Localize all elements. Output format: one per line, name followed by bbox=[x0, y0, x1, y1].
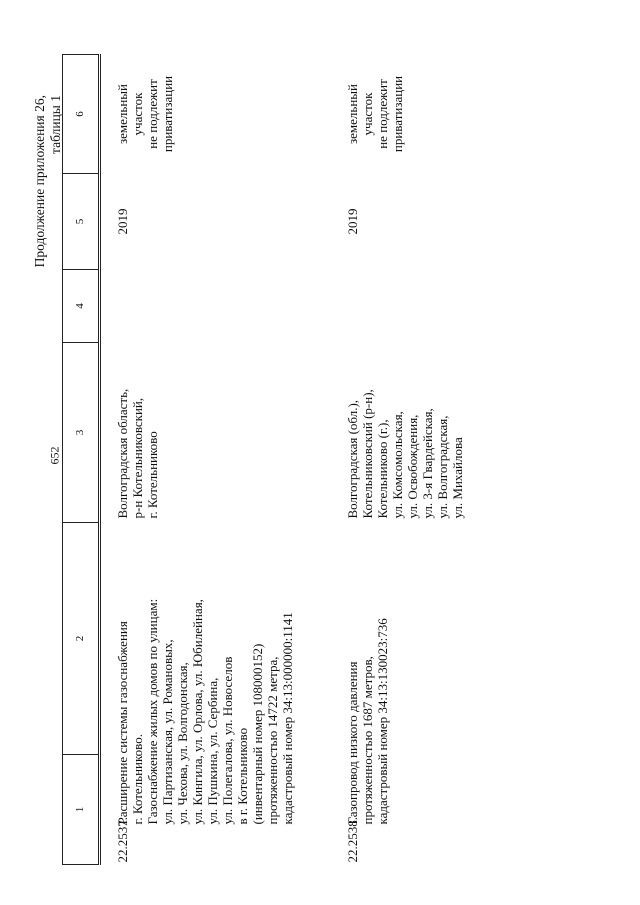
column-4-cell bbox=[295, 270, 465, 343]
column-header-5: 5 bbox=[63, 174, 100, 270]
description-line: ул. Партизанская, ул. Романовых, bbox=[160, 639, 175, 825]
column-header-6: 6 bbox=[63, 55, 100, 174]
description-line: протяженностью 14722 метра, bbox=[265, 656, 280, 825]
description-cell bbox=[295, 523, 465, 865]
location-line: Волгоградская (обл.), bbox=[345, 399, 360, 519]
column-header-4: 4 bbox=[63, 270, 100, 343]
note-line: земельный bbox=[115, 84, 130, 144]
page-number: 652 bbox=[47, 446, 62, 465]
column-header-1: 1 bbox=[63, 755, 100, 865]
description-line: кадастровый номер 34:13:000000:1141 bbox=[280, 612, 295, 825]
note-line: не подлежит bbox=[375, 79, 390, 149]
column-header-3: 3 bbox=[63, 343, 100, 523]
description-line: (инвентарный номер 108000152) bbox=[250, 643, 265, 825]
note-cell bbox=[100, 55, 296, 174]
row-number: 22.2538. bbox=[345, 817, 360, 863]
note-line: земельный bbox=[345, 84, 360, 144]
description-line: ул. Полегалова, ул. Новоселов bbox=[220, 656, 235, 825]
description-line: кадастровый номер 34:13:130023:736 bbox=[375, 618, 390, 825]
location-line: ул. Волгоградская, bbox=[435, 415, 450, 519]
description-line: ул. Кингила, ул. Орлова, ул. Юбилейная, bbox=[190, 599, 205, 825]
location-line: Волгоградская область, bbox=[115, 388, 130, 519]
note-line: участок bbox=[130, 92, 145, 136]
table-caption bbox=[32, 95, 64, 267]
property-table bbox=[62, 54, 465, 865]
location-line: г. Котельниково bbox=[145, 431, 160, 519]
note-line: не подлежит bbox=[145, 79, 160, 149]
location-cell bbox=[295, 343, 465, 523]
row-number: 22.2537. bbox=[115, 817, 130, 863]
location-line: ул. Освобождения, bbox=[405, 414, 420, 519]
note-line: участок bbox=[360, 92, 375, 136]
column-header-2: 2 bbox=[63, 523, 100, 755]
note-line: приватизации bbox=[160, 75, 175, 153]
description-line: протяженностью 1687 метров, bbox=[360, 656, 375, 825]
note-cell bbox=[295, 55, 465, 174]
note-line: приватизации bbox=[390, 75, 405, 153]
location-line: ул. 3-я Гвардейская, bbox=[420, 408, 435, 519]
location-line: ул. Михайлова bbox=[450, 437, 465, 519]
description-line: ул. Чехова, ул. Волгодонская, bbox=[175, 662, 190, 825]
year-cell: 2019 bbox=[345, 208, 360, 235]
location-line: Котельниково (г.), bbox=[375, 419, 390, 519]
location-cell bbox=[100, 343, 296, 523]
year-cell: 2019 bbox=[115, 208, 130, 235]
description-line: Расширение системы газоснабжения bbox=[115, 621, 130, 825]
table-row bbox=[100, 55, 296, 865]
location-line: ул. Комсомольская, bbox=[390, 411, 405, 519]
description-cell bbox=[100, 523, 296, 865]
description-line: г. Котельниково. bbox=[130, 734, 145, 825]
caption-line-2: таблицы 1 bbox=[48, 95, 63, 154]
table-row bbox=[295, 55, 465, 865]
column-4-cell bbox=[100, 270, 296, 343]
description-line: ул. Пушкина, ул. Сербина, bbox=[205, 677, 220, 825]
description-line: Газоснабжение жилых домов по улицам: bbox=[145, 598, 160, 825]
description-line: в г. Котельниково bbox=[235, 727, 250, 825]
header-row bbox=[63, 55, 100, 865]
description-line: Газопровод низкого давления bbox=[345, 661, 360, 825]
location-line: Котельниковский (р-н), bbox=[360, 389, 375, 519]
location-line: р-н Котельниковский, bbox=[130, 397, 145, 519]
caption-line-1: Продолжение приложения 26, bbox=[32, 95, 47, 268]
